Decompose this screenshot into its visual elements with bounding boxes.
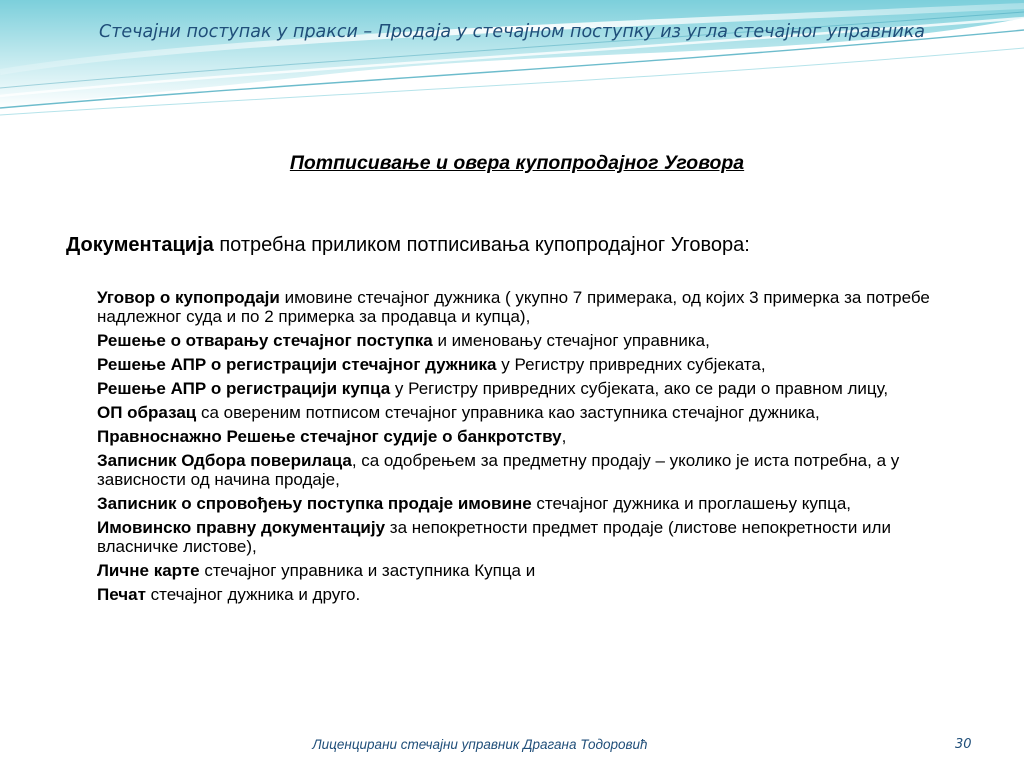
item-text: са овереним потписом стечајног управника као заступника стечајног дужника, (196, 403, 820, 422)
item-title: Имовинско правну документацију (97, 518, 386, 537)
item-text: за непокретности предмет продаје (листове непокретности или власничке листове), (97, 518, 891, 556)
list-item (97, 379, 977, 398)
item-title: Записник Одбора поверилаца (97, 451, 352, 470)
list-item (97, 451, 977, 489)
item-text: , са одобрењем за предметну продају – уколико је иста потребна, а у зависности од начина продаје, (97, 451, 900, 489)
item-title: Записник о спровођењу поступка продаје имовине (97, 494, 532, 513)
footer-author: Лиценцирани стечајни управник Драгана Тодоровић (312, 737, 648, 752)
list-item (97, 561, 977, 580)
item-title: Уговор о купопродаји (97, 288, 280, 307)
list-item (97, 427, 977, 446)
list-item (97, 355, 977, 374)
item-text: стечајног управника и заступника Купца и (199, 561, 536, 580)
documentation-intro (66, 234, 750, 257)
item-text: у Регистру привредних субјеката, ако се ради о правном лицу, (390, 379, 889, 398)
list-item (97, 585, 977, 604)
presentation-title: Стечајни поступак у пракси – Продаја у стечајном поступку из угла стечајног управника (98, 22, 925, 42)
item-title: Решење АПР о регистрацији стечајног дужника (97, 355, 497, 374)
item-text: имовине стечајног дужника ( укупно 7 примерака, од којих 3 примерка за потребе надлежног суда и по 2 примерка за продавца и купца), (97, 288, 930, 326)
item-title: Правноснажно Решење стечајног судије о банкротству (97, 427, 562, 446)
documentation-list (97, 288, 977, 609)
slide-heading: Потписивање и овера купопродајног Уговора (289, 152, 745, 174)
list-item (97, 494, 977, 513)
list-item (97, 331, 977, 350)
item-title: Личне карте (97, 561, 200, 580)
item-text: у Регистру привредних субјеката, (496, 355, 766, 374)
intro-bold-label: Документација (66, 234, 214, 256)
list-item (97, 288, 977, 326)
item-text: стечајног дужника и друго. (145, 585, 361, 604)
list-item (97, 403, 977, 422)
item-text: стечајног дужника и проглашењу купца, (531, 494, 852, 513)
item-title: Печат (97, 585, 146, 604)
item-title: Решење АПР о регистрацији купца (97, 379, 391, 398)
item-title: Решење о отварању стечајног поступка (97, 331, 433, 350)
list-item (97, 518, 977, 556)
header-wave-decoration (0, 0, 1024, 130)
page-number: 30 (955, 737, 972, 752)
intro-text: потребна приликом потписивања купопродајног Уговора: (213, 234, 750, 256)
item-title: ОП образац (97, 403, 197, 422)
item-text: и именовању стечајног управника, (432, 331, 710, 350)
item-text: , (561, 427, 567, 446)
